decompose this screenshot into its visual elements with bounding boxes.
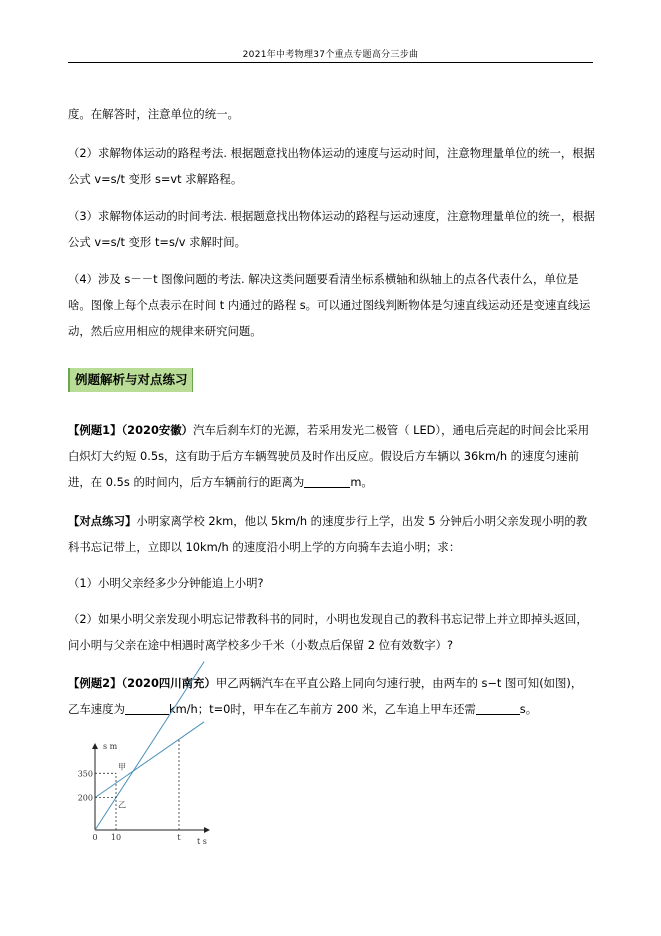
example-1-unit: m。 [350,475,373,489]
paragraph-2: （2）求解物体运动的路程考法. 根据题意找出物体运动的速度与运动时间，注意物理量单位的统一，根据公式 v=s/t 变形 s=vt 求解路程。 [68,146,596,186]
x-axis-label: t s [197,837,207,846]
example-2-text-c: km/h；t=0时，甲车在乙车前方 200 米，乙车追上甲车还需 [168,702,476,716]
answer-blank-2 [125,702,169,715]
y-axis-label: s m [103,742,118,751]
section-heading: 例题解析与对点练习 [68,368,193,392]
annotation-yi: 乙 [118,800,126,810]
page-header: 2021年中考物理37个重点专题高分三步曲 [242,50,419,60]
example-2-text-a: 甲乙两辆汽车在平直公路上同向匀速行驶，由两车的 s−t 图可知(如图)， [215,676,583,690]
paragraph-4: （4）涉及 s－－t 图像问题的考法. 解决这类问题要看清坐标系横轴和纵轴上的点各代表什么，单位是啥。图像上每个点表示在时间 t 内通过的路程 s。可以通过图线判断物体是匀速直线运动还是变速直线运动，然后应用相应的规律来研究问题。 [68,272,591,338]
y-tick-label: 350 [77,769,93,779]
example-2-label: 【例题2】（2020四川南充） [68,676,216,690]
series-line-1 [95,722,204,798]
example-2-text-b: 乙车速度为 [68,702,125,716]
y-tick-label: 200 [77,793,93,803]
x-tick-label: 10 [110,833,122,842]
header-rule [68,62,593,63]
paragraph-3: （3）求解物体运动的时间考法. 根据题意找出物体运动的路程与运动速度，注意物理量单位的统一，根据公式 v=s/t 变形 t=s/v 求解时间。 [68,209,596,249]
example-1-label: 【例题1】（2020安徽） [68,423,194,437]
practice-label: 【对点练习】 [68,514,137,528]
practice [68,508,596,560]
example-2 [68,670,596,722]
st-graph [77,738,215,848]
x-tick-label: 0 [92,833,98,842]
example-2-text-d: s。 [519,702,538,716]
practice-question-2: （2）如果小明父亲发现小明忘记带教科书的同时，小明也发现自己的教科书忘记带上并立即掉头返回，问小明与父亲在途中相遇时离学校多少千米（小数点后保留 2 位有效数字）? [68,612,588,652]
paragraph-1: 度。在解答时，注意单位的统一。 [68,107,239,121]
practice-text: 小明家离学校 2km，他以 5km/h 的速度步行上学，出发 5 分钟后小明父亲发现小明的教科书忘记带上，立即以 10km/h 的速度沿小明上学的方向骑车去追小明；求： [68,514,588,554]
x-tick-label: t [177,833,181,842]
answer-blank-1 [304,475,350,488]
answer-blank-3 [476,702,520,715]
example-1-text: 汽车后刹车灯的光源，若采用发光二极管（ LED），通电后亮起的时间会比采用白炽灯大约短 0.5s，这有助于后方车辆驾驶员及时作出反应。假设后方车辆以 36km/h 的速度匀速前进，在 0.5s 的时间内，后方车辆前行的距离为 [68,423,590,489]
example-1 [68,417,596,495]
practice-question-1: （1）小明父亲经多少分钟能追上小明? [68,576,264,590]
annotation-jia: 甲 [118,762,126,772]
